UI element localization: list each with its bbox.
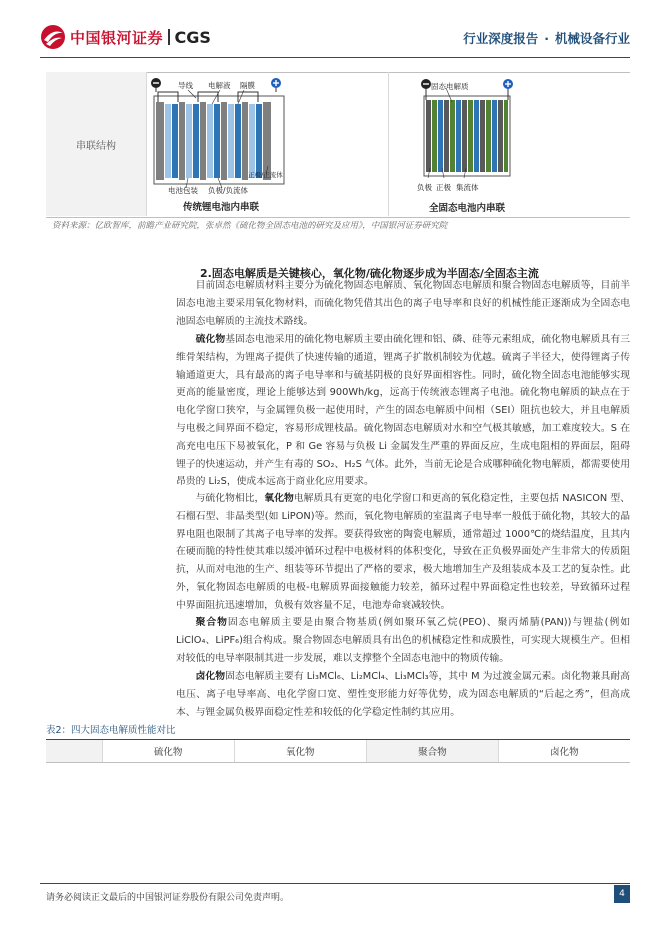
left-figure-caption: 传统锂电池内串联 bbox=[182, 202, 259, 213]
figure-source: 资料来源：亿欧智库，前瞻产业研究院，张卓然《硫化物全固态电池的研究及应用》，中国银河证券研究院 bbox=[52, 221, 448, 231]
header-separator: · bbox=[544, 31, 549, 46]
oxide-keyword: 氧化物 bbox=[264, 493, 294, 504]
paragraph-sulfide bbox=[176, 331, 630, 491]
label-cell-case: 电池包装 bbox=[168, 186, 198, 195]
table2-header-empty bbox=[46, 740, 102, 762]
label-electrolyte: 电解液 bbox=[208, 81, 231, 90]
table2-header-sulfide: 硫化物 bbox=[102, 740, 234, 762]
label-wire: 导线 bbox=[178, 81, 193, 90]
paragraph-oxide-text: 电解质具有更宽的电化学窗口和更高的氧化稳定性，主要包括 NASICON 型、石榴石型、非晶类型(如 LiPON)等。然而，氧化物电解质的室温离子电导率一般低于硫化物，其较大的晶界电阻也限制了其离子电导率的发挥。要获得致密的陶瓷电解质，通常超过 1000℃的烧结温度，且其内在硬而脆的特性使其难以缓冲循环过程中电极材料的体积变化，导致在正负极界面处产生非常大的传质阻抗，从而对电池的生产、组装等环节提出了严格的要求，极大地增加生产及组装成本及工艺的复杂性。此外，氧化物固态电解质的电极-电解质界面接触能力较差，循环过程中界面稳定性也较差，导致循环过程中界面阻抗迅速增加，负极有效容量不足，电池寿命衰减较快。 bbox=[176, 493, 631, 611]
figure-column-divider bbox=[146, 72, 147, 216]
solid-state-battery-diagram bbox=[406, 74, 526, 194]
table2-header-halide: 卤化物 bbox=[498, 740, 630, 762]
page-number: 4 bbox=[614, 885, 630, 903]
table2-title: 表2：四大固态电解质性能对比 bbox=[46, 725, 176, 736]
polymer-keyword: 聚合物 bbox=[195, 617, 228, 628]
table2-header-polymer: 聚合物 bbox=[366, 740, 498, 762]
logo-abbreviation: CGS bbox=[174, 27, 211, 47]
label-positive-current: 正极/正流体 bbox=[248, 171, 283, 179]
table2-header-row bbox=[46, 739, 630, 763]
industry-name: 机械设备行业 bbox=[554, 31, 630, 46]
company-logo bbox=[40, 24, 211, 50]
halide-keyword: 卤化物 bbox=[195, 671, 226, 682]
paragraph-polymer-text: 固态电解质主要是由聚合物基质(例如聚环氧乙烷(PEO)、聚丙烯腈(PAN))与锂盐(例如 LiClO₄、LiPF₆)组合构成。聚合物固态电解质具有出色的机械稳定性和成膜性，可实现大规模生产。但相对较低的电导率限制其进一步发展，难以支撑整个全固态电池中的物质传输。 bbox=[176, 617, 631, 664]
label-negative-current: 负极/负流体 bbox=[208, 186, 249, 195]
figure-row-label: 串联结构 bbox=[76, 141, 116, 152]
footer-disclaimer: 请务必阅读正文最后的中国银河证券股份有限公司免责声明。 bbox=[46, 893, 290, 903]
paragraph-halide-text: 固态电解质主要有 Li₃MCl₆、Li₂MCl₄、Li₃MCl₃等，其中 M 为过渡金属元素。卤化物兼具耐高电压、离子电导率高、电化学窗口宽、塑性变形能力好等优势，成为固态电解质的“后起之秀”，但高成本、与锂金属负极界面稳定性差和较低的化学稳定性制约其应用。 bbox=[176, 671, 630, 718]
paragraph-intro: 目前固态电解质材料主要分为硫化物固态电解质、氧化物固态电解质和聚合物固态电解质等，目前半固态电池主要采用氧化物材料，而硫化物凭借其出色的离子电导率和良好的机械性能正逐渐成为全固态电池固态电解质的主流技术路线。 bbox=[176, 280, 630, 327]
paragraph-sulfide-text: 基固态电池采用的硫化物电解质主要由硫化锂和铝、磷、硅等元素组成，硫化物电解质具有三维骨架结构，为锂离子提供了快速传输的通道，锂离子扩散机制较为优越。硫离子半径大，使得锂离子传输通道更大，具有最高的离子电导率和与硫基阴极的良好界面相容性。同时，硫化物全固态电池能够实现更高的能量密度，理论上能够达到 900Wh/kg，远高于传统液态锂离子电池。硫化物电解质的缺点在于电化学窗口狭窄，与金属锂负极一起使用时，产生的固态电解质中间相（SEI）阻抗也较大，并且电解质与电极之间界面不稳定，容易形成锂枝晶。硫化物固态电解质对水和空气极其敏感，加工难度较大。S 在高充电电压下易被氧化，P 和 Ge 容易与负极 Li 金属发生严重的界面反应，生成电阻相的界面层，阻碍锂子的快速运动，并产生有毒的 SO₂、H₂S 气体。此外，当前无论是合成哪种硫化物电解质，都需要使用昂贵的 Li₂S，使成本远高于商业化应用要求。 bbox=[176, 334, 631, 488]
header-divider bbox=[40, 57, 630, 58]
section-title: 2.固态电解质是关键核心，氧化物/硫化物逐步成为半固态/全固态主流 bbox=[200, 267, 539, 280]
cell-case-segment bbox=[156, 102, 164, 180]
label-current-collector: 集流体 bbox=[456, 183, 479, 192]
label-negative: 负极 bbox=[417, 183, 432, 192]
logo-company-name: 中国银河证券 bbox=[70, 28, 164, 47]
paragraph-polymer bbox=[176, 614, 630, 667]
paragraph-oxide-prefix: 与硫化物相比， bbox=[195, 493, 265, 504]
label-solid-electrolyte: 固态电解质 bbox=[431, 82, 469, 91]
table2-header-oxide: 氧化物 bbox=[234, 740, 366, 762]
sulfide-keyword: 硫化物 bbox=[195, 334, 226, 345]
galaxy-logo-icon bbox=[40, 24, 66, 50]
paragraph-oxide bbox=[176, 490, 630, 615]
right-figure-caption: 全固态电池内串联 bbox=[428, 203, 505, 214]
label-diaphragm: 隔膜 bbox=[240, 81, 255, 90]
footer-divider bbox=[40, 883, 630, 884]
label-positive: 正极 bbox=[436, 183, 451, 192]
report-header-title bbox=[463, 29, 630, 47]
logo-separator bbox=[168, 29, 170, 45]
figure-column-divider bbox=[388, 72, 389, 216]
paragraph-halide bbox=[176, 668, 630, 721]
report-type: 行业深度报告 bbox=[463, 31, 539, 46]
